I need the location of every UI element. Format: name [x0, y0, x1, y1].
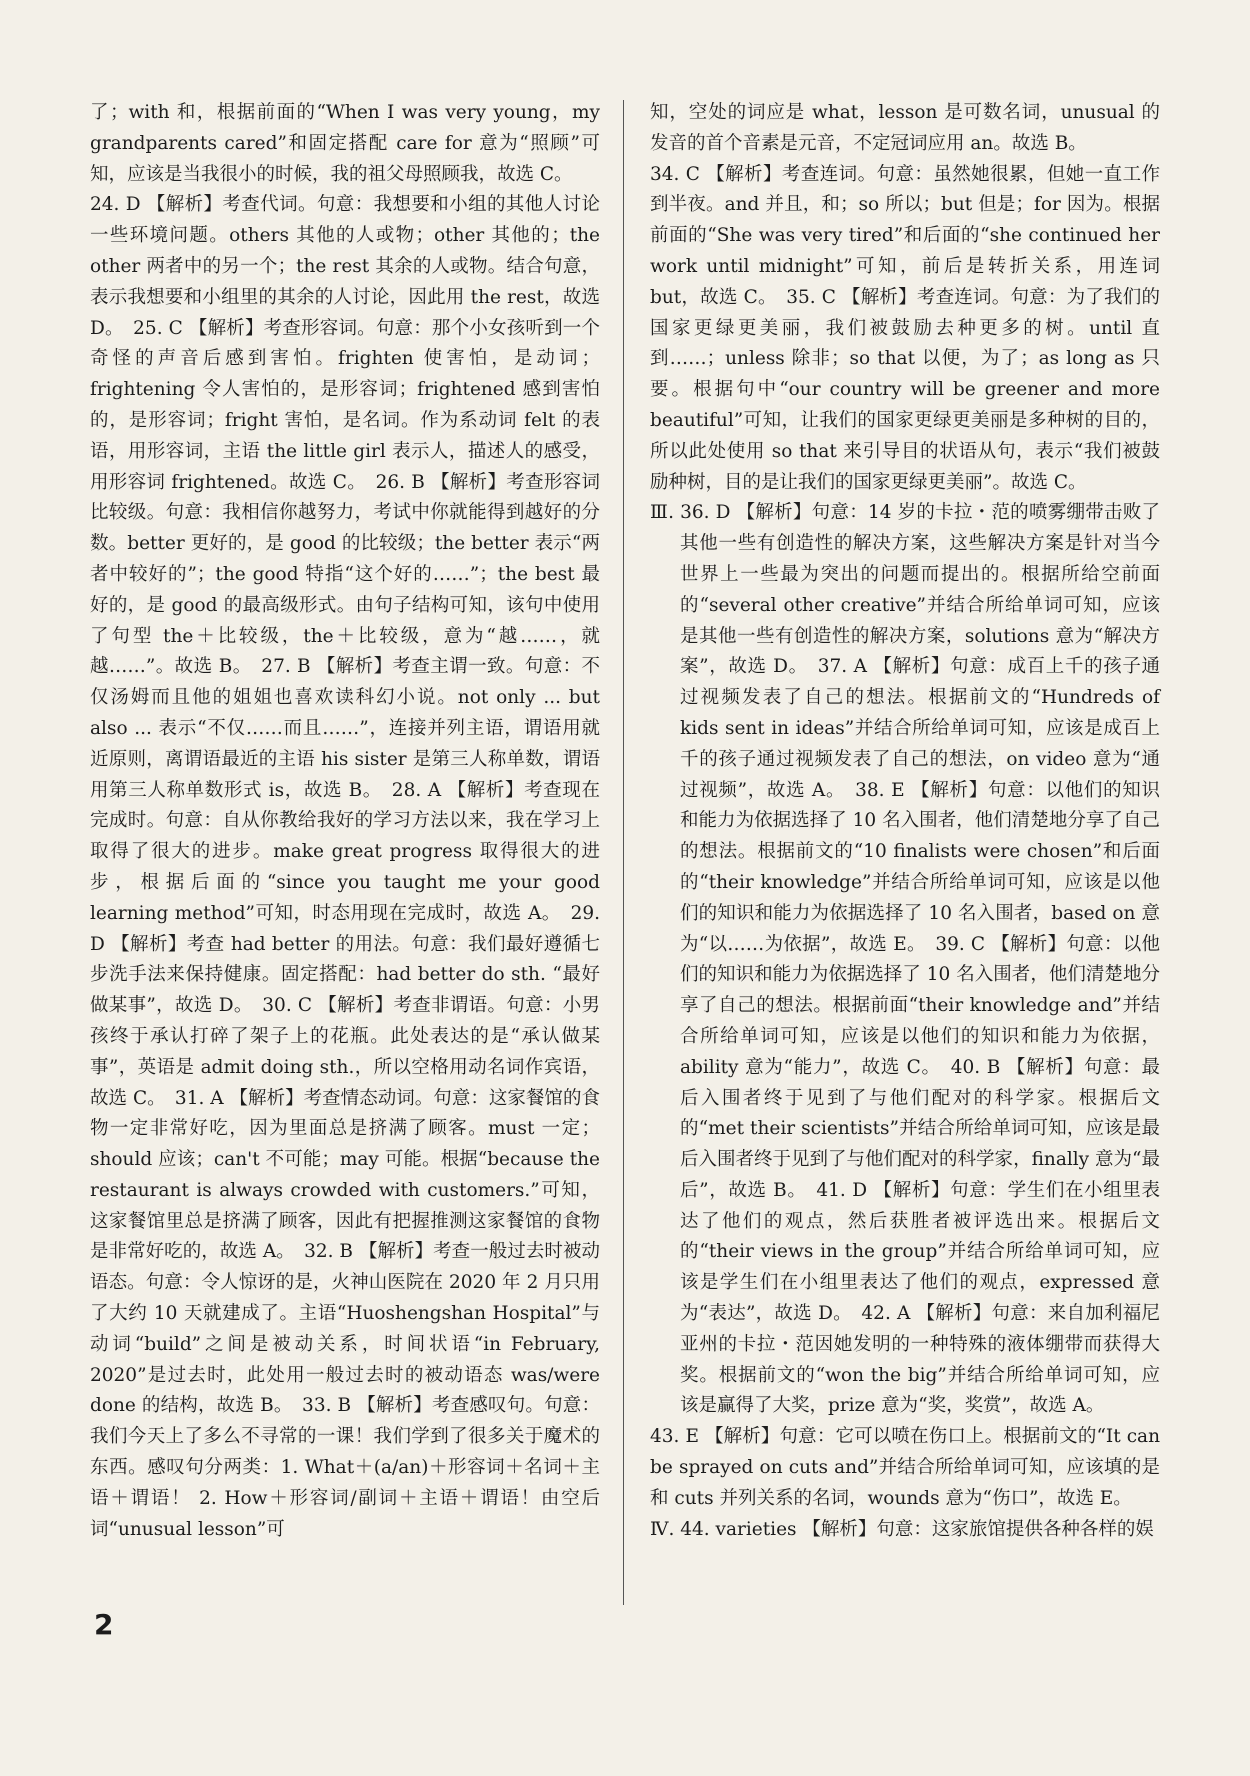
paragraph: 24. D 【解析】考查代词。句意：我想要和小组的其他人讨论一些环境问题。others 其他的人或物；other 其他的；the other 两者中的另一个；the rest 其余的人或物。结合句意，表示我想要和小组里的其余的人讨论，因此用 the rest，故选 D。 25. C 【解析】考查形容词。句意：那个小女孩听到一个奇怪的声音后感到害怕。frighten 使害怕，是动词；frightening 令人害怕的，是形容词；frightened 感到害怕的，是形容词；fright 害怕，是名词。作为系动词 felt 的表语，用形容词，主语 the little girl 表示人，描述人的感受，用形容词 frightened。故选 C。 26. B 【解析】考查形容词比较级。句意：我相信你越努力，考试中你就能得到越好的分数。better 更好的，是 good 的比较级；the better 表示“两者中较好的”；the good 特指“这个好的……”；the best 最好的，是 good 的最高级形式。由句子结构可知，该句中使用了句型 the＋比较级，the＋比较级，意为“越……，就越……”。故选 B。 27. B 【解析】考查主谓一致。句意：不仅汤姆而且他的姐姐也喜欢读科幻小说。not only ... but also ... 表示“不仅……而且……”，连接并列主语，谓语用就近原则，离谓语最近的主语 his sister 是第三人称单数，谓语用第三人称单数形式 is，故选 B。 28. A 【解析】考查现在完成时。句意：自从你教给我好的学习方法以来，我在学习上取得了很大的进步。make great progress 取得很大的进步，根据后面的“since you taught me your good learning method”可知，时态用现在完成时，故选 A。 29. D 【解析】考查 had better 的用法。句意：我们最好遵循七步洗手法来保持健康。固定搭配：had better do sth. “最好做某事”，故选 D。 30. C 【解析】考查非谓语。句意：小男孩终于承认打碎了架子上的花瓶。此处表达的是“承认做某事”，英语是 admit doing sth.，所以空格用动名词作宾语，故选 C。 31. A 【解析】考查情态动词。句意：这家餐馆的食物一定非常好吃，因为里面总是挤满了顾客。must 一定；should 应该；can't 不可能；may 可能。根据“because the restaurant is always crowded with customers.”可知，这家餐馆里总是挤满了顾客，因此有把握推测这家餐馆的食物是非常好吃的，故选 A。 32. B 【解析】考查一般过去时被动语态。句意：令人惊讶的是，火神山医院在 2020 年 2 月只用了大约 10 天就建成了。主语“Huoshengshan Hospital”与动词“build”之间是被动关系，时间状语“in February, 2020”是过去时，此处用一般过去时的被动语态 was/were done 的结构，故选 B。 33. B 【解析】考查感叹句。句意：我们今天上了多么不寻常的一课！我们学到了很多关于魔术的东西。感叹句分两类：1. What＋(a/an)＋形容词＋名词＋主语＋谓语！ 2. How＋形容词/副词＋主语＋谓语！由空后词“unusual lesson”可	[90, 194, 600, 1540]
paragraph: Ⅲ. 36. D 【解析】句意：14 岁的卡拉・范的喷雾绷带击败了其他一些有创造性的解决方案，这些解决方案是针对当今世界上一些最为突出的问题而提出的。根据所给空前面的“several other creative”并结合所给单词可知，应该是其他一些有创造性的解决方案，solutions 意为“解决方案”，故选 D。 37. A 【解析】句意：成百上千的孩子通过视频发表了自己的想法。根据前文的“Hundreds of kids sent in ideas”并结合所给单词可知，应该是成百上千的孩子通过视频发表了自己的想法，on video 意为“通过视频”，故选 A。 38. E 【解析】句意：以他们的知识和能力为依据选择了 10 名入围者，他们清楚地分享了自己的想法。根据前文的“10 finalists were chosen”和后面的“their knowledge”并结合所给单词可知，应该是以他们的知识和能力为依据选择了 10 名入围者，based on 意为“以……为依据”，故选 E。 39. C 【解析】句意：以他们的知识和能力为依据选择了 10 名入围者，他们清楚地分享了自己的想法。根据前面“their knowledge and”并结合所给单词可知，应该是以他们的知识和能力为依据，ability 意为“能力”，故选 C。 40. B 【解析】句意：最后入围者终于见到了与他们配对的科学家。根据后文的“met their scientists”并结合所给单词可知，应该是最后入围者终于见到了与他们配对的科学家，finally 意为“最后”，故选 B。 41. D 【解析】句意：学生们在小组里表达了他们的观点，然后获胜者被评选出来。根据后文的“their views in the group”并结合所给单词可知，应该是学生们在小组里表达了他们的观点，expressed 意为“表达”，故选 D。 42. A 【解析】句意：来自加利福尼亚州的卡拉・范因她发明的一种特殊的液体绷带而获得大奖。根据前文的“won the big”并结合所给单词可知，应该是赢得了大奖，prize 意为“奖，奖赏”，故选 A。	[650, 502, 1160, 1417]
paragraph: 34. C 【解析】考查连词。句意：虽然她很累，但她一直工作到半夜。and 并且，和；so 所以；but 但是；for 因为。根据前面的“She was very tired”和后面的“she continued her work until midnight”可知，前后是转折关系，用连词 but，故选 C。 35. C 【解析】考查连词。句意：为了我们的国家更绿更美丽，我们被鼓励去种更多的树。until 直到……；unless 除非；so that 以便，为了；as long as 只要。根据句中“our country will be greener and more beautiful”可知，让我们的国家更绿更美丽是多种树的目的，所以此处使用 so that 来引导目的状语从句，表示“我们被鼓励种树，目的是让我们的国家更绿更美丽”。故选 C。	[650, 163, 1160, 493]
paragraph: 43. E 【解析】句意：它可以喷在伤口上。根据前文的“It can be sprayed on cuts and”并结合所给单词可知，应该填的是和 cuts 并列关系的名词，wounds 意为“伤口”，故选 E。	[650, 1426, 1160, 1509]
left-column	[90, 98, 600, 1545]
paragraph: 知，空处的词应是 what，lesson 是可数名词，unusual 的发音的首个音素是元音，不定冠词应用 an。故选 B。	[650, 102, 1160, 154]
page-number: 2	[94, 1608, 114, 1641]
column-divider	[623, 100, 624, 1605]
paragraph: 了；with 和，根据前面的“When I was very young，my grandparents cared”和固定搭配 care for 意为“照顾”可知，应该是当我很小的时候，我的祖父母照顾我，故选 C。	[90, 102, 600, 185]
paragraph: Ⅳ. 44. varieties 【解析】句意：这家旅馆提供各种各样的娱	[650, 1518, 1154, 1540]
right-column	[650, 98, 1160, 1545]
